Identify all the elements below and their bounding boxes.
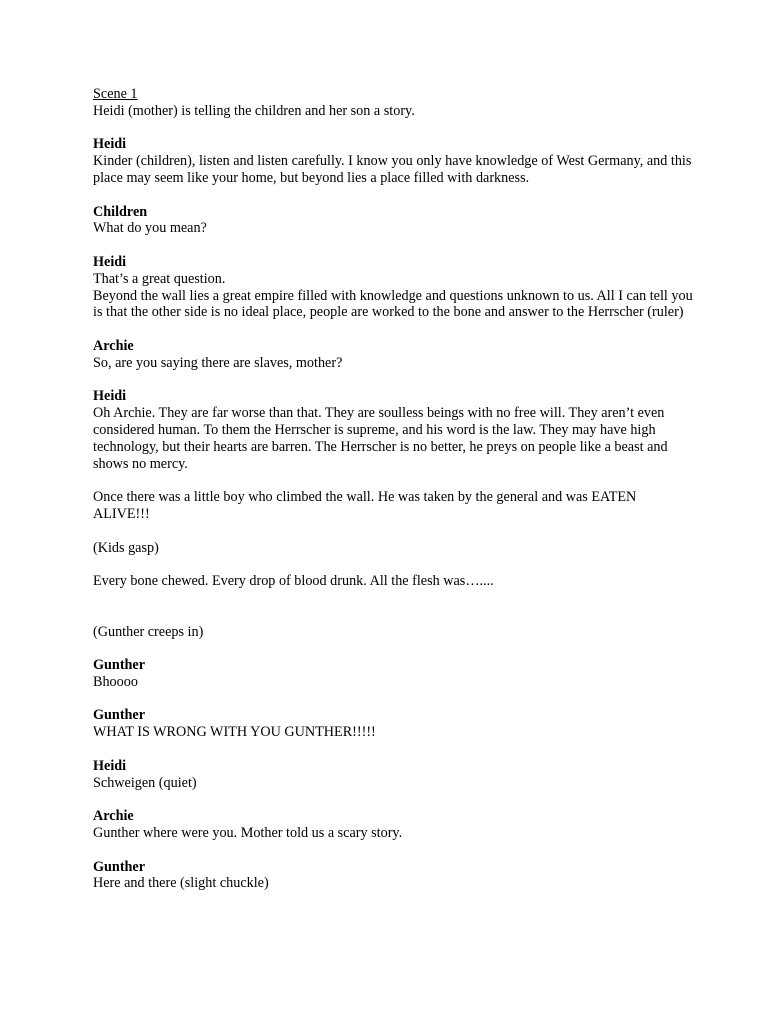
dialogue-heidi-2 <box>93 253 697 321</box>
dialogue-archie-1 <box>93 338 693 372</box>
stage-direction-gunther-creeps <box>93 624 693 641</box>
dialogue-archie-2 <box>93 808 693 842</box>
scene-direction <box>93 103 693 120</box>
blank-line <box>93 607 693 624</box>
stage-direction-kids-gasp <box>93 540 693 557</box>
dialogue-heidi-4 <box>93 758 693 792</box>
speaker-name: Archie <box>93 337 134 354</box>
speaker-name: Children <box>93 203 148 220</box>
dialogue-line: Bhoooo <box>93 673 138 690</box>
direction-line: Heidi (mother) is telling the children and her son a story. <box>93 102 415 119</box>
script-document <box>93 86 697 909</box>
speaker-name: Gunther <box>93 657 146 674</box>
dialogue-line: Gunther where were you. Mother told us a scary story. <box>93 825 403 842</box>
dialogue-line: Kinder (children), listen and listen carefully. I know you only have knowledge of West Germany, and this place may seem like your home, but beyond lies a place filled with darkness. <box>93 153 695 186</box>
direction-line: (Gunther creeps in) <box>93 623 204 640</box>
dialogue-line: That’s a great question. <box>93 270 226 287</box>
dialogue-gunther-2 <box>93 707 693 741</box>
dialogue-heidi-3 <box>93 388 693 472</box>
scene-heading: Scene 1 <box>93 86 138 102</box>
dialogue-gunther-1 <box>93 657 693 691</box>
story-continuation <box>93 489 693 523</box>
story-ending <box>93 573 693 590</box>
speaker-name: Heidi <box>93 757 127 774</box>
direction-line: Once there was a little boy who climbed the wall. He was taken by the general and was EATEN ALIVE!!! <box>93 489 640 522</box>
dialogue-heidi-1 <box>93 136 693 186</box>
dialogue-line: Beyond the wall lies a great empire filled with knowledge and questions unknown to us. All I can tell you is that the other side is no ideal place, people are worked to the bone and answer to the Herrscher (ruler) <box>93 287 697 321</box>
dialogue-line: What do you mean? <box>93 220 207 237</box>
dialogue-line: Here and there (slight chuckle) <box>93 875 269 892</box>
dialogue-line: So, are you saying there are slaves, mother? <box>93 354 343 371</box>
speaker-name: Archie <box>93 808 134 825</box>
dialogue-line: WHAT IS WRONG WITH YOU GUNTHER!!!!! <box>93 724 376 741</box>
dialogue-line: Schweigen (quiet) <box>93 774 197 791</box>
speaker-name: Heidi <box>93 388 127 405</box>
script-body <box>93 102 697 892</box>
dialogue-line: Oh Archie. They are far worse than that. They are soulless beings with no free will. They aren’t even considered human. To them the Herrscher is supreme, and his word is the law. They may have high technology, but their hearts are barren. The Herrscher is no better, he preys on people like a beast and shows no mercy. <box>93 405 672 472</box>
direction-line: (Kids gasp) <box>93 539 159 556</box>
speaker-name: Heidi <box>93 136 127 153</box>
speaker-name: Gunther <box>93 858 146 875</box>
speaker-name: Gunther <box>93 707 146 724</box>
direction-line: Every bone chewed. Every drop of blood drunk. All the flesh was….... <box>93 573 494 590</box>
dialogue-children-1 <box>93 204 693 238</box>
speaker-name: Heidi <box>93 253 127 270</box>
dialogue-gunther-3 <box>93 859 693 893</box>
